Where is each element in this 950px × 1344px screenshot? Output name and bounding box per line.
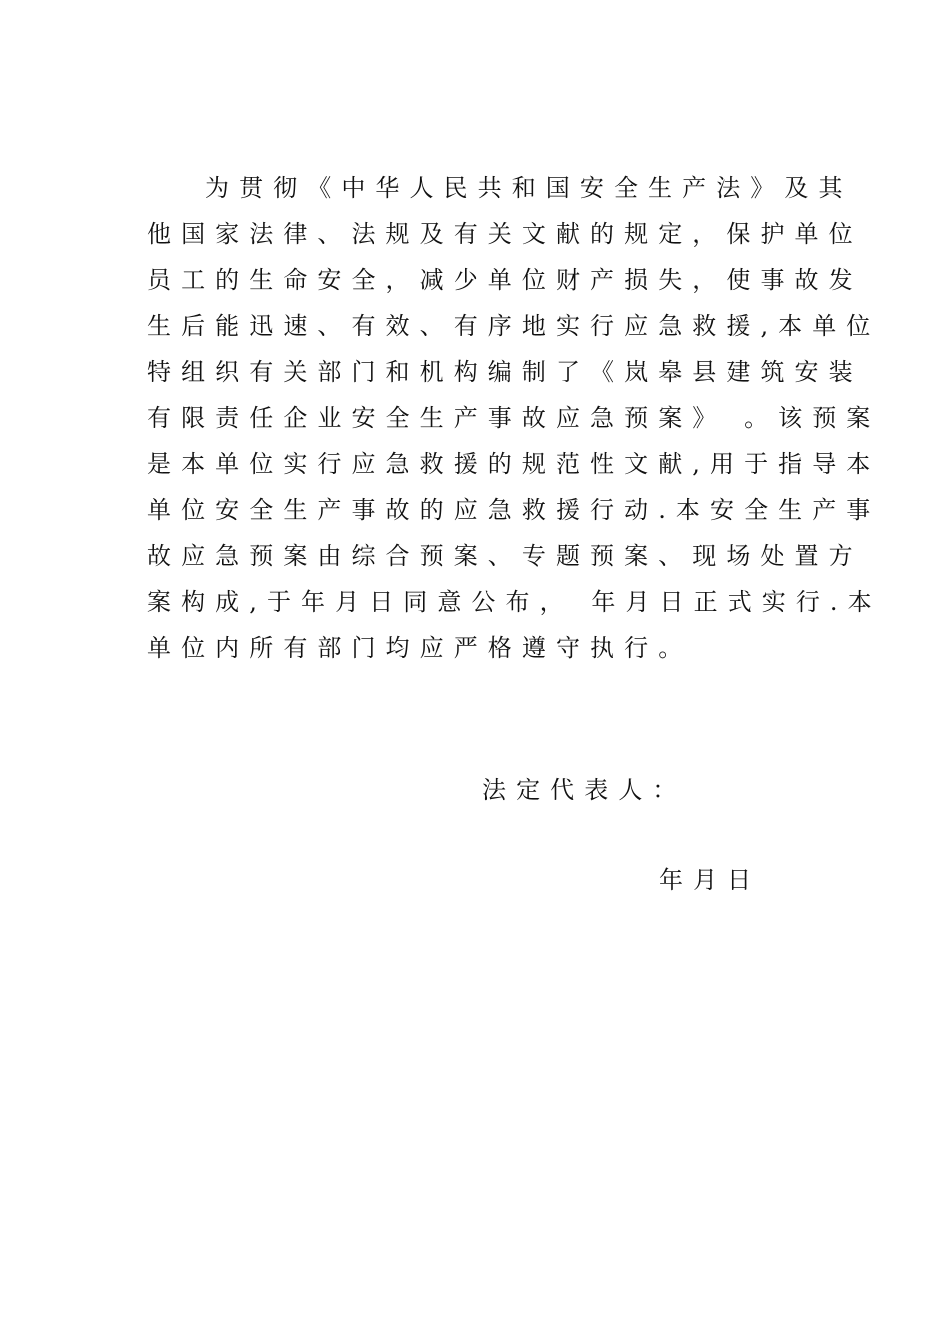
legal-representative-label: 法定代表人： xyxy=(482,776,687,804)
paragraph-line: 生后能迅速、有效、有序地实行应急救援,本单位 xyxy=(147,312,881,340)
paragraph-line: 有限责任企业安全生产事故应急预案》 。该预案 xyxy=(147,404,881,432)
paragraph-line: 员工的生命安全，减少单位财产损失，使事故发 xyxy=(147,266,863,294)
paragraph-line: 特组织有关部门和机构编制了《岚皋县建筑安装 xyxy=(147,358,863,386)
paragraph-line: 单位安全生产事故的应急救援行动.本安全生产事 xyxy=(147,496,881,524)
paragraph-line: 为贯彻《中华人民共和国安全生产法》及其 xyxy=(205,174,853,202)
paragraph-line: 他国家法律、法规及有关文献的规定，保护单位 xyxy=(147,220,863,248)
paragraph-line: 单位内所有部门均应严格遵守执行。 xyxy=(147,634,693,662)
date-line: 年月日 xyxy=(659,866,762,894)
body-paragraph xyxy=(147,168,882,674)
paragraph-line: 案构成,于年月日同意公布， 年月日正式实行.本 xyxy=(147,588,882,616)
paragraph-line: 是本单位实行应急救援的规范性文献,用于指导本 xyxy=(147,450,881,478)
paragraph-line: 故应急预案由综合预案、专题预案、现场处置方 xyxy=(147,542,863,570)
